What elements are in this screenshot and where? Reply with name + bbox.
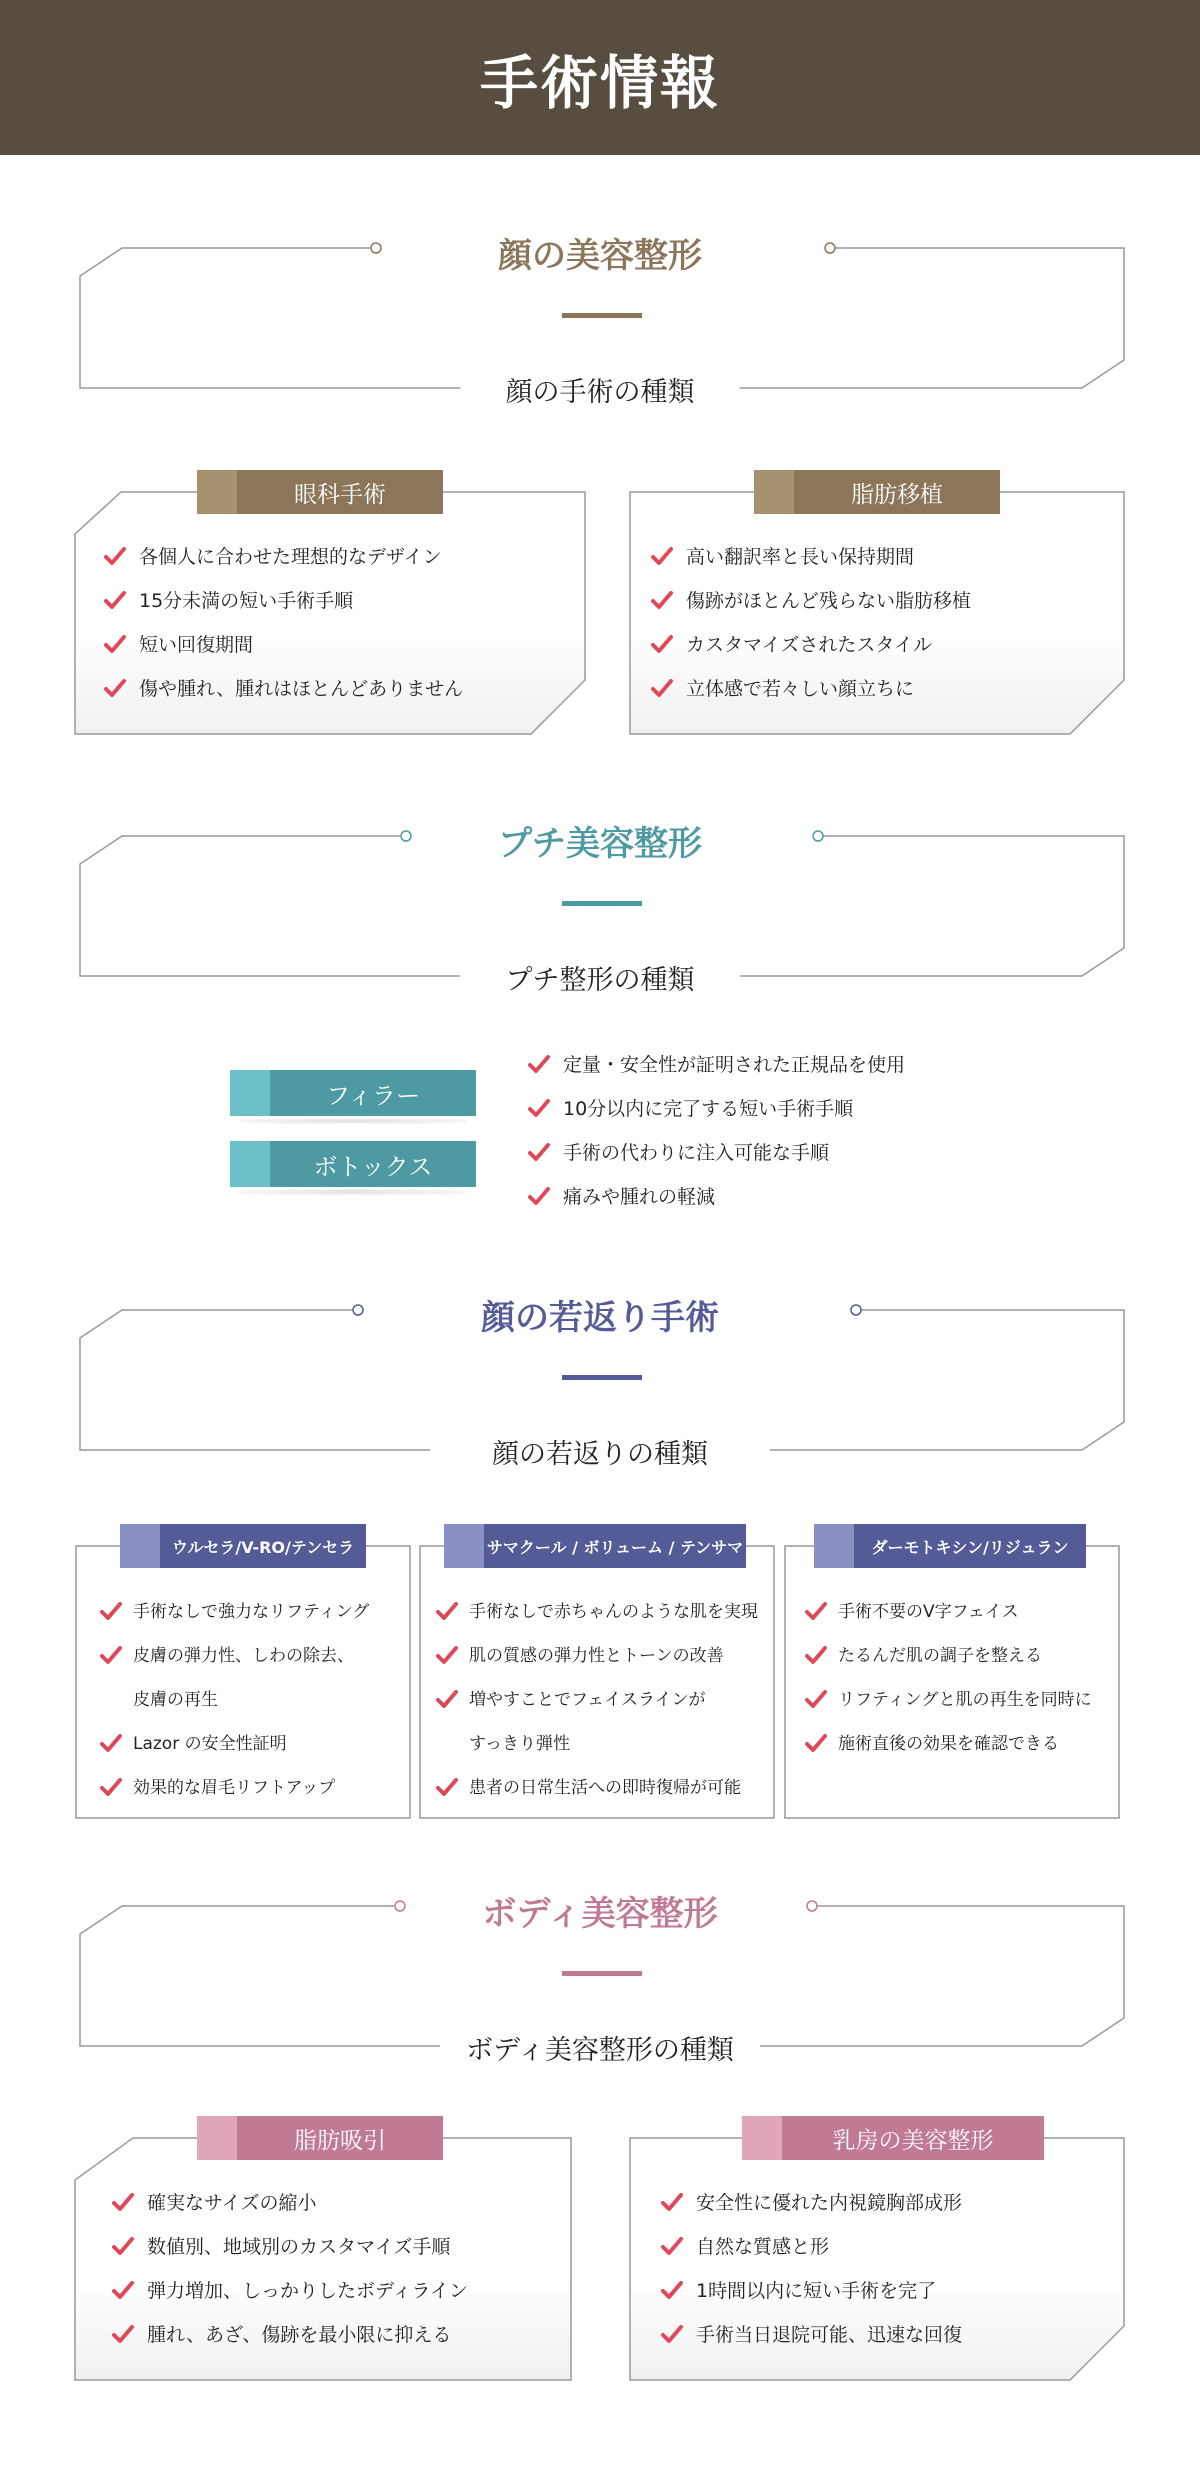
feature-list bbox=[435, 1590, 758, 1810]
check-icon bbox=[103, 579, 131, 623]
card-ulthera bbox=[75, 1522, 411, 1822]
pill-label: フィラー bbox=[270, 1070, 476, 1116]
section-subtitle: 顔の若返りの種類 bbox=[492, 1439, 708, 1470]
pill-filler bbox=[230, 1070, 476, 1116]
check-icon bbox=[527, 1043, 555, 1087]
check-icon bbox=[804, 1722, 832, 1766]
check-icon bbox=[435, 1678, 463, 1722]
pill-shadow bbox=[240, 1118, 466, 1124]
list-item: 手術なしで強力なリフティング bbox=[99, 1590, 369, 1634]
list-item: 腫れ、あざ、傷跡を最小限に抑える bbox=[111, 2313, 468, 2357]
list-item: 傷跡がほとんど残らない脂肪移植 bbox=[650, 579, 971, 623]
check-icon bbox=[804, 1634, 832, 1678]
tag-accent bbox=[197, 2116, 237, 2160]
card-tag bbox=[754, 470, 1000, 514]
card-tag bbox=[120, 1524, 366, 1568]
section-rejuvenation bbox=[0, 1282, 1200, 1842]
check-icon bbox=[660, 2181, 688, 2225]
tag-label: 脂肪吸引 bbox=[237, 2116, 443, 2160]
section-divider bbox=[562, 1971, 642, 1976]
check-icon bbox=[650, 623, 678, 667]
tag-label: 脂肪移植 bbox=[794, 470, 1000, 514]
tag-accent bbox=[814, 1524, 854, 1568]
feature-list bbox=[660, 2181, 962, 2357]
check-icon bbox=[111, 2313, 139, 2357]
section-title: ボディ美容整形 bbox=[482, 1894, 718, 1934]
check-icon bbox=[527, 1131, 555, 1175]
check-icon bbox=[103, 535, 131, 579]
check-icon bbox=[111, 2269, 139, 2313]
list-item: 肌の質感の弾力性とトーンの改善 bbox=[435, 1634, 758, 1678]
feature-list bbox=[99, 1590, 369, 1810]
list-item: 安全性に優れた内視鏡胸部成形 bbox=[660, 2181, 962, 2225]
card-tag bbox=[814, 1524, 1086, 1568]
list-item: たるんだ肌の調子を整える bbox=[804, 1634, 1092, 1678]
check-icon bbox=[650, 579, 678, 623]
list-item: 自然な質感と形 bbox=[660, 2225, 962, 2269]
card-tag bbox=[742, 2116, 1044, 2160]
tag-label: ダーモトキシン/リジュラン bbox=[854, 1524, 1086, 1568]
list-item: 高い翻訳率と長い保持期間 bbox=[650, 535, 971, 579]
pill-shadow bbox=[240, 1189, 466, 1195]
tag-label: 眼科手術 bbox=[237, 470, 443, 514]
section-title: 顔の若返り手術 bbox=[481, 1298, 719, 1338]
check-icon bbox=[650, 535, 678, 579]
card-tag bbox=[197, 470, 443, 514]
list-item: 増やすことでフェイスラインが bbox=[435, 1678, 758, 1722]
feature-list bbox=[103, 535, 463, 711]
feature-list bbox=[527, 1043, 905, 1219]
list-item: Lazor の安全性証明 bbox=[99, 1722, 369, 1766]
tag-accent bbox=[742, 2116, 782, 2160]
pill-accent bbox=[230, 1141, 270, 1187]
list-item: 10分以内に完了する短い手術手順 bbox=[527, 1087, 905, 1131]
check-icon bbox=[103, 623, 131, 667]
section-title: プチ美容整形 bbox=[498, 824, 702, 864]
pill-label: ボトックス bbox=[270, 1141, 476, 1187]
check-icon bbox=[99, 1766, 127, 1810]
list-item: 数値別、地域別のカスタマイズ手順 bbox=[111, 2225, 468, 2269]
check-icon bbox=[660, 2225, 688, 2269]
list-item-continued: すっきり弾性 bbox=[469, 1734, 570, 1754]
section-subtitle: ボディ美容整形の種類 bbox=[466, 2035, 734, 2066]
list-item: 短い回復期間 bbox=[103, 623, 463, 667]
check-icon bbox=[435, 1634, 463, 1678]
list-item: 手術不要のV字フェイス bbox=[804, 1590, 1092, 1634]
section-divider bbox=[562, 313, 642, 318]
check-icon bbox=[660, 2313, 688, 2357]
section-subtitle: 顔の手術の種類 bbox=[505, 377, 695, 408]
section-face bbox=[0, 220, 1200, 780]
list-item: カスタマイズされたスタイル bbox=[650, 623, 971, 667]
check-icon bbox=[99, 1590, 127, 1634]
check-icon bbox=[435, 1590, 463, 1634]
card-thermage bbox=[419, 1522, 775, 1822]
feature-list bbox=[804, 1590, 1092, 1766]
section-body bbox=[0, 1878, 1200, 2438]
list-item: 効果的な眉毛リフトアップ bbox=[99, 1766, 369, 1810]
list-item: リフティングと肌の再生を同時に bbox=[804, 1678, 1092, 1722]
feature-list bbox=[111, 2181, 468, 2357]
page-header bbox=[0, 0, 1200, 155]
list-item: 弾力増加、しっかりしたボディライン bbox=[111, 2269, 468, 2313]
card-tag bbox=[197, 2116, 443, 2160]
list-item: 定量・安全性が証明された正規品を使用 bbox=[527, 1043, 905, 1087]
tag-label: サマクール / ボリューム / テンサマ bbox=[484, 1524, 746, 1568]
tag-accent bbox=[120, 1524, 160, 1568]
list-item: 痛みや腫れの軽減 bbox=[527, 1175, 905, 1219]
check-icon bbox=[804, 1678, 832, 1722]
list-item: 立体感で若々しい顔立ちに bbox=[650, 667, 971, 711]
tag-accent bbox=[444, 1524, 484, 1568]
tag-accent bbox=[754, 470, 794, 514]
section-title: 顔の美容整形 bbox=[498, 236, 702, 276]
card-tag bbox=[444, 1524, 746, 1568]
list-item: 各個人に合わせた理想的なデザイン bbox=[103, 535, 463, 579]
list-item: 確実なサイズの縮小 bbox=[111, 2181, 468, 2225]
list-item: 傷や腫れ、腫れはほとんどありません bbox=[103, 667, 463, 711]
section-divider bbox=[562, 901, 642, 906]
check-icon bbox=[804, 1590, 832, 1634]
section-subtitle: プチ整形の種類 bbox=[505, 965, 695, 996]
check-icon bbox=[99, 1722, 127, 1766]
check-icon bbox=[99, 1634, 127, 1678]
check-icon bbox=[527, 1087, 555, 1131]
list-item: 手術なしで赤ちゃんのような肌を実現 bbox=[435, 1590, 758, 1634]
list-item: 1時間以内に短い手術を完了 bbox=[660, 2269, 962, 2313]
card-dermotoxin bbox=[784, 1522, 1120, 1822]
list-item: 手術当日退院可能、迅速な回復 bbox=[660, 2313, 962, 2357]
feature-list bbox=[650, 535, 971, 711]
card-eye-surgery bbox=[73, 470, 587, 740]
card-fat-graft bbox=[628, 470, 1126, 740]
list-item: 施術直後の効果を確認できる bbox=[804, 1722, 1092, 1766]
list-item: 皮膚の弾力性、しわの除去、 bbox=[99, 1634, 369, 1678]
list-item-continued: 皮膚の再生 bbox=[133, 1690, 218, 1710]
check-icon bbox=[650, 667, 678, 711]
pill-botox bbox=[230, 1141, 476, 1187]
tag-accent bbox=[197, 470, 237, 514]
check-icon bbox=[435, 1766, 463, 1810]
section-divider bbox=[562, 1375, 642, 1380]
check-icon bbox=[527, 1175, 555, 1219]
card-liposuction bbox=[73, 2116, 573, 2386]
page-title: 手術情報 bbox=[479, 48, 720, 117]
list-item: 手術の代わりに注入可能な手順 bbox=[527, 1131, 905, 1175]
tag-label: 乳房の美容整形 bbox=[782, 2116, 1044, 2160]
tag-label: ウルセラ/V-RO/テンセラ bbox=[160, 1524, 366, 1568]
check-icon bbox=[103, 667, 131, 711]
check-icon bbox=[111, 2225, 139, 2269]
pill-accent bbox=[230, 1070, 270, 1116]
list-item: 患者の日常生活への即時復帰が可能 bbox=[435, 1766, 758, 1810]
check-icon bbox=[660, 2269, 688, 2313]
card-breast-surgery bbox=[628, 2116, 1126, 2386]
section-petit bbox=[0, 808, 1200, 1258]
list-item: 15分未満の短い手術手順 bbox=[103, 579, 463, 623]
check-icon bbox=[111, 2181, 139, 2225]
